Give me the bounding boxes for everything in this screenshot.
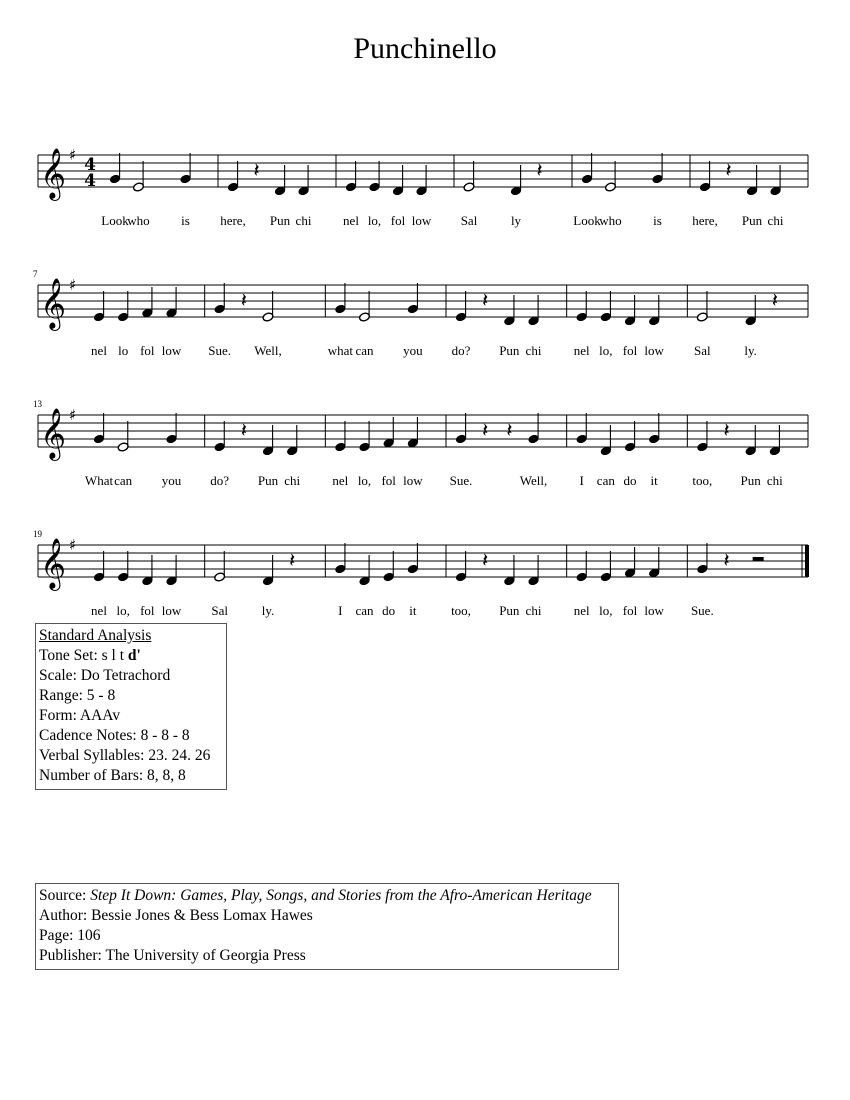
lyric-syllable: Sue. (449, 473, 473, 488)
quarter-rest: 𝄽 (723, 418, 730, 442)
staff-svg-4 (0, 520, 850, 620)
analysis-syllables: Verbal Syllables: 23. 24. 26 (39, 747, 211, 764)
key-signature-sharp-icon: ♯ (69, 536, 77, 554)
lyric-syllable: Pun (269, 213, 291, 228)
lyric-syllable: low (403, 473, 423, 488)
lyric-syllable: do (382, 603, 396, 618)
lyric-syllable: what (327, 343, 353, 358)
lyric-syllable: Sal (460, 213, 478, 228)
bar-number: 19 (33, 529, 42, 539)
lyric-syllable: here, (692, 213, 718, 228)
analysis-cadence: Cadence Notes: 8 - 8 - 8 (39, 727, 190, 744)
staff-system-3 (0, 390, 850, 490)
staff-system-1 (0, 130, 850, 230)
source-author: Author: Bessie Jones & Bess Lomax Hawes (39, 907, 313, 924)
analysis-bars: Number of Bars: 8, 8, 8 (39, 767, 186, 784)
lyric-syllable: too, (692, 473, 713, 488)
bar-number: 13 (33, 399, 42, 409)
source-publisher: Publisher: The University of Georgia Press (39, 947, 306, 964)
time-signature-bottom: 4 (84, 171, 96, 191)
lyric-syllable: who (127, 213, 150, 228)
lyric-syllable: ly. (744, 343, 757, 358)
lyric-syllable: do? (210, 473, 230, 488)
lyric-syllable: Pun (257, 473, 279, 488)
lyric-syllable: Look (573, 213, 601, 228)
lyric-syllable: lo, (599, 603, 613, 618)
staff-system-4 (0, 520, 850, 620)
standard-analysis-box (35, 623, 227, 790)
key-signature-sharp-icon: ♯ (69, 276, 77, 294)
lyric-syllable: fol (140, 603, 155, 618)
lyric-syllable: low (161, 343, 182, 358)
analysis-heading: Standard Analysis (39, 627, 152, 644)
lyric-syllable: nel (573, 603, 590, 618)
quarter-rest: 𝄽 (771, 288, 778, 312)
lyric-syllable: Pun (499, 343, 520, 358)
lyric-syllable: ly. (261, 603, 275, 618)
lyric-syllable: fol (622, 603, 638, 618)
lyric-syllable: too, (451, 603, 471, 618)
lyric-syllable: lo, (367, 213, 382, 228)
lyric-syllable: chi (767, 213, 784, 228)
lyric-syllable: chi (525, 343, 542, 358)
lyric-syllable: you (161, 473, 182, 488)
lyric-syllable: nel (91, 603, 107, 618)
source-line (39, 886, 615, 906)
lyric-syllable: Pun (740, 473, 761, 488)
quarter-rest: 𝄽 (482, 418, 489, 442)
analysis-form: Form: AAAv (39, 707, 121, 724)
lyric-syllable: Well, (254, 343, 282, 358)
analysis-range: Range: 5 - 8 (39, 687, 116, 704)
lyric-syllable: nel (343, 213, 359, 228)
lyric-syllable: I (579, 473, 584, 488)
staff-svg-1 (0, 130, 850, 230)
lyric-syllable: lo, (116, 603, 130, 618)
lyric-syllable: What (84, 473, 114, 488)
lyric-syllable: Pun (741, 213, 763, 228)
lyric-syllable: Sue. (690, 603, 714, 618)
lyric-syllable: can (596, 473, 615, 488)
lyric-syllable: fol (381, 473, 396, 488)
lyric-syllable: can (355, 603, 374, 618)
lyric-syllable: lo, (599, 343, 613, 358)
staff-svg-3 (0, 390, 850, 490)
quarter-rest: 𝄽 (723, 548, 730, 572)
lyric-syllable: chi (284, 473, 301, 488)
lyric-syllable: low (411, 213, 432, 228)
time-signature-top: 4 (84, 155, 96, 175)
lyric-syllable: I (338, 603, 343, 618)
lyric-syllable: chi (766, 473, 783, 488)
tone-set-plain: s l t (101, 647, 128, 664)
treble-clef-icon: 𝄞 (40, 278, 67, 329)
lyric-syllable: do (623, 473, 637, 488)
treble-clef-icon: 𝄞 (40, 408, 67, 459)
source-title: Step It Down: Games, Play, Songs, and Stories from the Afro-American Heritage (90, 887, 592, 904)
source-label: Source: (39, 887, 91, 904)
lyric-syllable: Sal (211, 603, 228, 618)
tone-set-bold: d' (127, 647, 141, 664)
lyric-syllable: Pun (499, 603, 520, 618)
quarter-rest: 𝄽 (253, 158, 260, 182)
lyric-syllable: chi (525, 603, 542, 618)
lyric-syllable: do? (451, 343, 471, 358)
analysis-scale: Scale: Do Tetrachord (39, 667, 171, 684)
lyric-syllable: Sal (694, 343, 711, 358)
lyric-syllable: you (403, 343, 423, 358)
lyric-syllable: can (114, 473, 133, 488)
lyric-syllable: fol (390, 213, 406, 228)
lyric-syllable: nel (91, 343, 107, 358)
quarter-rest: 𝄽 (240, 288, 247, 312)
lyric-syllable: is (653, 213, 662, 228)
half-rest (753, 557, 764, 561)
lyric-syllable: ly (510, 213, 522, 228)
lyric-syllable: low (161, 603, 182, 618)
source-page: Page: 106 (39, 927, 101, 944)
lyric-syllable: chi (295, 213, 312, 228)
lyric-syllable: low (644, 343, 664, 358)
page-title: Punchinello (353, 32, 497, 65)
quarter-rest: 𝄽 (506, 418, 513, 442)
final-barline-thick (805, 545, 809, 577)
quarter-rest: 𝄽 (536, 158, 543, 182)
lyric-syllable: nel (573, 343, 590, 358)
key-signature-sharp-icon: ♯ (69, 146, 77, 164)
treble-clef-icon: 𝄞 (40, 148, 67, 199)
bar-number: 7 (33, 269, 38, 279)
lyric-syllable: it (409, 603, 417, 618)
lyric-syllable: it (650, 473, 658, 488)
lyric-syllable: nel (332, 473, 349, 488)
treble-clef-icon: 𝄞 (40, 538, 67, 589)
quarter-rest: 𝄽 (482, 288, 489, 312)
lyric-syllable: low (644, 603, 664, 618)
staff-svg-2 (0, 260, 850, 360)
quarter-rest: 𝄽 (725, 158, 732, 182)
lyric-syllable: here, (220, 213, 246, 228)
lyric-syllable: lo, (357, 473, 372, 488)
lyric-syllable: can (355, 343, 374, 358)
tone-set-label: Tone Set: (39, 647, 102, 664)
key-signature-sharp-icon: ♯ (69, 406, 77, 424)
source-box (35, 883, 619, 970)
lyric-syllable: Sue. (208, 343, 232, 358)
staff-system-2 (0, 260, 850, 360)
lyric-syllable: fol (622, 343, 638, 358)
quarter-rest: 𝄽 (289, 548, 296, 572)
quarter-rest: 𝄽 (240, 418, 247, 442)
analysis-tone-set (39, 646, 223, 666)
lyric-syllable: who (599, 213, 622, 228)
lyric-syllable: lo (118, 343, 129, 358)
lyric-syllable: is (181, 213, 190, 228)
lyric-syllable: fol (140, 343, 155, 358)
lyric-syllable: Look (101, 213, 129, 228)
lyric-syllable: Well, (519, 473, 548, 488)
quarter-rest: 𝄽 (482, 548, 489, 572)
